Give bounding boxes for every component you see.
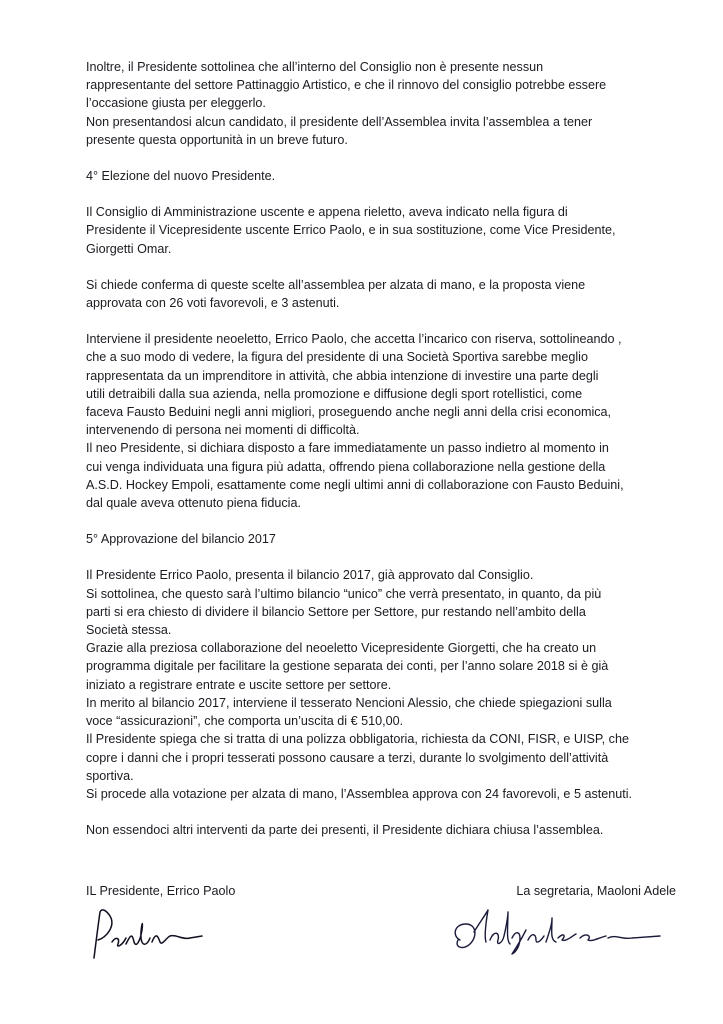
text-line: Grazie alla preziosa collaborazione del neoeletto Vicepresidente Giorgetti, che ha creato un xyxy=(86,641,597,656)
section-heading-5: 5° Approvazione del bilancio 2017 xyxy=(86,532,276,547)
paragraph-president-speech xyxy=(86,330,706,512)
text-line: iniziato a registrare entrate e uscite settore per settore. xyxy=(86,677,392,692)
text-line: approvata con 26 voti favorevoli, e 3 astenuti. xyxy=(86,296,340,311)
secretary-signature-label: La segretaria, Maoloni Adele xyxy=(516,884,676,898)
text-line: che a suo modo di vedere, la figura del presidente di una Società Sportiva sarebbe meglio xyxy=(86,350,588,365)
text-line: intervenendo di persona nei momenti di difficoltà. xyxy=(86,423,360,438)
text-line: Il Presidente spiega che si tratta di una polizza obbligatoria, richiesta da CONI, FISR, e UISP, che xyxy=(86,732,629,747)
text-line: Presidente il Vicepresidente uscente Errico Paolo, e in sua sostituzione, come Vice Presidente, xyxy=(86,223,616,238)
text-line: utili detraibili dalla sua azienda, nella promozione e diffusione degli sport rotellistici, come xyxy=(86,386,583,401)
secretary-signature-mark xyxy=(446,902,676,958)
text-line: l’occasione giusta per eleggerlo. xyxy=(86,96,266,111)
paragraph-closing xyxy=(86,821,706,839)
document-body xyxy=(86,58,706,839)
text-line: Il Presidente Errico Paolo, presenta il bilancio 2017, già approvato dal Consiglio. xyxy=(86,568,534,583)
text-line: presente questa opportunità in un breve futuro. xyxy=(86,132,348,147)
text-line: voce “assicurazioni”, che comporta un’uscita di € 510,00. xyxy=(86,714,404,729)
text-line: rappresentante del settore Pattinaggio Artistico, e che il rinnovo del consiglio potrebbe essere xyxy=(86,78,607,93)
text-line: Si chiede conferma di queste scelte all’assemblea per alzata di mano, e la proposta viene xyxy=(86,277,586,292)
text-line: Interviene il presidente neoeletto, Errico Paolo, che accetta l’incarico con riserva, sottolineando , xyxy=(86,332,622,347)
text-line: Il neo Presidente, si dichiara disposto a fare immediatamente un passo indietro al momento in xyxy=(86,441,609,456)
text-line: Non presentandosi alcun candidato, il presidente dell’Assemblea invita l’assemblea a tener xyxy=(86,114,593,129)
text-line: cui venga individuata una figura più adatta, offrendo piena collaborazione nella gestione della xyxy=(86,459,606,474)
text-line: parti si era chiesto di dividere il bilancio Settore per Settore, pur restando nell’ambito della xyxy=(86,604,586,619)
paragraph-vote-confirmation xyxy=(86,276,706,312)
text-line: programma digitale per facilitare la gestione separata dei conti, per l’anno solare 2018 si è già xyxy=(86,659,609,674)
president-signature-mark xyxy=(86,902,206,964)
text-line: Inoltre, il Presidente sottolinea che all’interno del Consiglio non è presente nessun xyxy=(86,60,544,74)
text-line: copre i danni che i propri tesserati possono causare a terzi, durante lo svolgimento dell’attività xyxy=(86,750,609,765)
text-line: rappresentata da un imprenditore in attività, che abbia intenzione di investire una parte degli xyxy=(86,368,599,383)
text-line: Si procede alla votazione per alzata di mano, l’Assemblea approva con 24 favorevoli, e 5 astenuti. xyxy=(86,786,633,801)
paragraph-budget xyxy=(86,566,706,803)
text-line: Giorgetti Omar. xyxy=(86,241,172,256)
text-line: Si sottolinea, che questo sarà l’ultimo bilancio “unico” che verrà presentato, in quanto, da più xyxy=(86,586,602,601)
paragraph-board-indication xyxy=(86,203,706,258)
text-line: Non essendoci altri interventi da parte dei presenti, il Presidente dichiara chiusa l’assemblea. xyxy=(86,823,604,838)
text-line: In merito al bilancio 2017, interviene il tesserato Nencioni Alessio, che chiede spiegazioni sulla xyxy=(86,695,612,710)
text-line: sportiva. xyxy=(86,768,134,783)
text-line: dal quale aveva ottenuto piena fiducia. xyxy=(86,496,301,511)
text-line: A.S.D. Hockey Empoli, esattamente come negli ultimi anni di collaborazione con Fausto Beduini, xyxy=(86,477,624,492)
section-heading-4: 4° Elezione del nuovo Presidente. xyxy=(86,169,276,184)
text-line: Società stessa. xyxy=(86,623,172,638)
text-line: faceva Fausto Beduini negli anni migliori, proseguendo anche negli anni della crisi economica, xyxy=(86,405,612,420)
text-line: Il Consiglio di Amministrazione uscente e appena rieletto, aveva indicato nella figura di xyxy=(86,205,568,220)
paragraph-board-note xyxy=(86,58,706,149)
president-signature-label: IL Presidente, Errico Paolo xyxy=(86,884,236,898)
signature-block xyxy=(86,884,676,974)
